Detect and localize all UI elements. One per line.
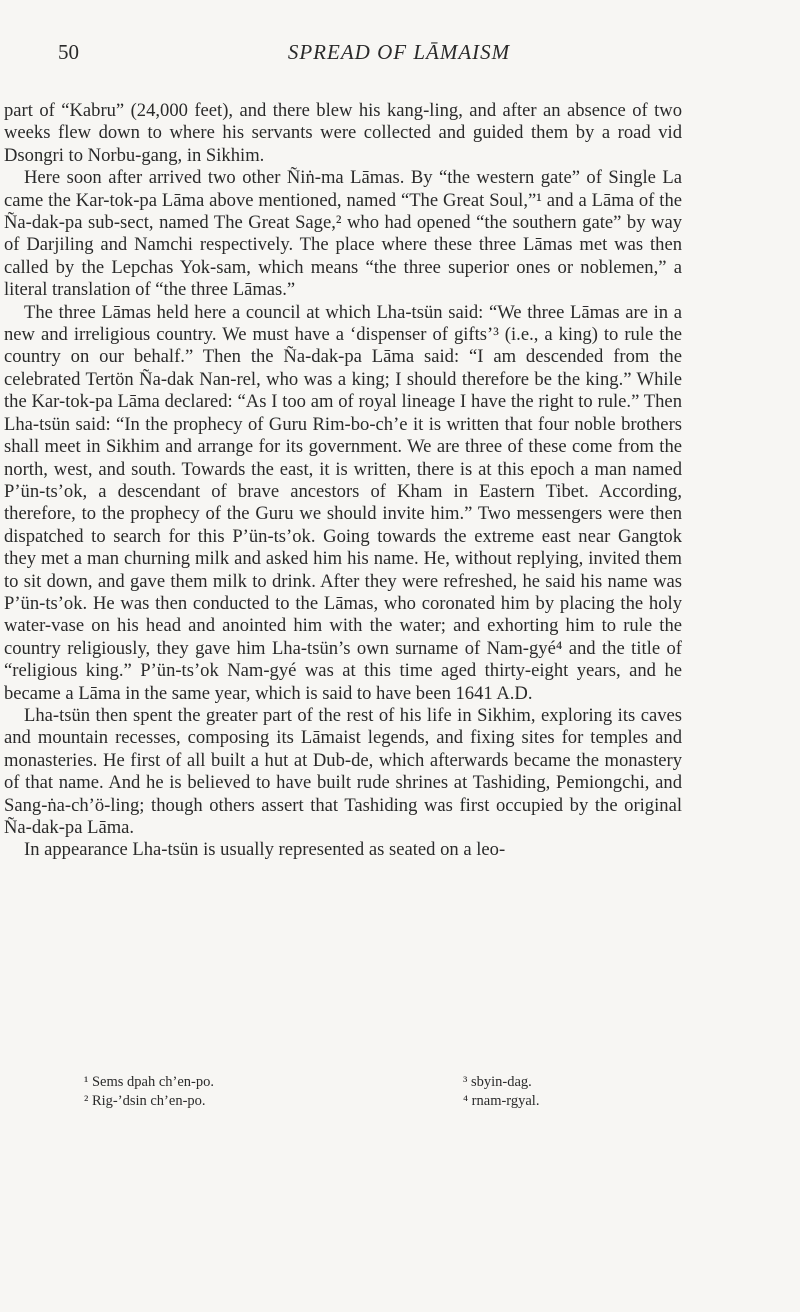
paragraph: In appearance Lha-tsün is usually represented as seated on a leo- — [24, 839, 506, 861]
paragraph: Here soon after arrived two other Ñiṅ-ma Lāmas. By “the western gate” of Single La came the Kar-tok-pa Lāma above mentioned, named “The Great Soul,”¹ and a Lāma of the Ña-dak-pa sub-sect, named The Great Sage,² who had opened “the southern gate” by way of Darjiling and Namchi respectively. The place where these three Lāmas met was then called by the Lepchas Yok-sam, which means “the three superior ones or noblemen,” a literal translation of “the three Lāmas.” — [4, 167, 682, 301]
running-title: SPREAD OF LĀMAISM — [287, 40, 511, 64]
body-text — [4, 100, 682, 862]
paragraph: part of “Kabru” (24,000 feet), and there blew his kang-ling, and after an absence of two weeks flew down to where his servants were collected and guided them by a road vid Dsongri to Norbu-gang, in Sikhim. — [4, 100, 682, 166]
page-number: 50 — [58, 40, 79, 64]
paragraph: The three Lāmas held here a council at which Lha-tsün said: “We three Lāmas are in a new and irreligious country. We must have a ‘dispenser of gifts’³ (i.e., a king) to rule the country on our behalf.” Then the Ña-dak-pa Lāma said: “I am descended from the celebrated Tertön Ña-dak Nan-rel, who was a king; I should therefore be the king.” While the Kar-tok-pa Lāma declared: “As I too am of royal lineage I have the right to rule.” Then Lha-tsün said: “In the prophecy of Guru Rim-bo-ch’e it is written that four noble brothers shall meet in Sikhim and arrange for its government. We are three of these come from the north, west, and south. Towards the east, it is written, there is at this epoch a man named P’ün-ts’ok, a descendant of brave ancestors of Kham in Eastern Tibet. According, therefore, to the prophecy of the Guru we should invite him.” Two messengers were then dispatched to search for this P’ün-ts’ok. Going towards the extreme east near Gangtok they met a man churning milk and asked him his name. He, without replying, invited them to sit down, and gave them milk to drink. After they were refreshed, he said his name was P’ün-ts’ok. He was then conducted to the Lāmas, who coronated him by placing the holy water-vase on his head and anointed him with the water; and exhorting him to rule the country religiously, they gave him Lha-tsün’s own surname of Nam-gyé⁴ and the title of “religious king.” P’ün-ts’ok Nam-gyé was at this time aged thirty-eight years, and he became a Lāma in the same year, which is said to have been 1641 A.D. — [4, 301, 682, 704]
running-head — [58, 40, 740, 80]
footnote: ¹ Sems dpah ch’en-po. — [84, 1074, 214, 1090]
book-page — [58, 40, 740, 80]
footnote: ⁴ rnam-rgyal. — [463, 1093, 540, 1109]
footnote: ² Rig-’dsin ch’en-po. — [84, 1093, 206, 1109]
footnotes — [4, 1073, 682, 1111]
paragraph: Lha-tsün then spent the greater part of the rest of his life in Sikhim, exploring its caves and mountain recesses, composing its Lāmaist legends, and fixing sites for temples and monasteries. He first of all built a hut at Dub-de, which afterwards became the monastery of that name. And he is believed to have built rude shrines at Tashiding, Pemiongchi, and Sang-ṅa-ch’ö-ling; though others assert that Tashiding was first occupied by the original Ña-dak-pa Lāma. — [4, 704, 682, 838]
footnote: ³ sbyin-dag. — [463, 1074, 532, 1090]
